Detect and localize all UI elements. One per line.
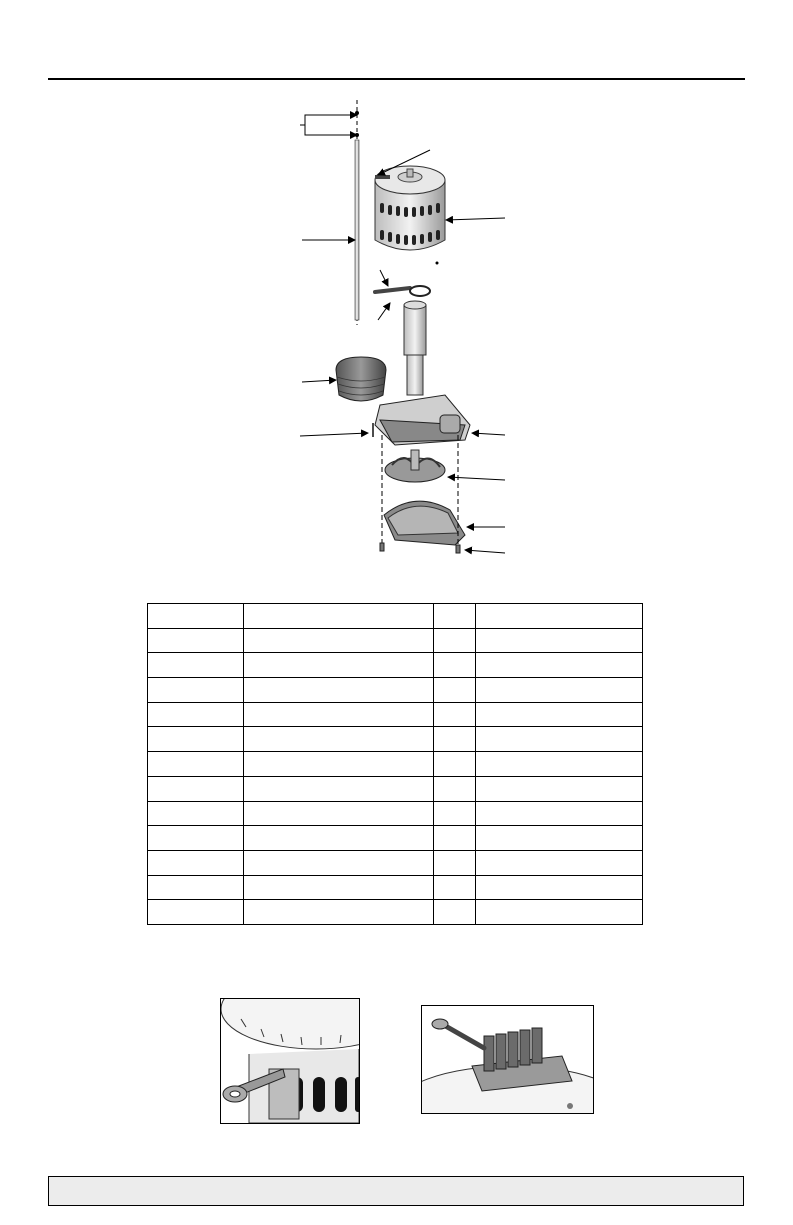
switch-detail-image: [220, 998, 360, 1124]
table-cell: [476, 752, 643, 777]
table-cell: [434, 604, 476, 629]
table-cell: [148, 678, 244, 703]
table-cell: [244, 628, 434, 653]
table-cell: [148, 850, 244, 875]
table-cell: [434, 727, 476, 752]
table-cell: [244, 801, 434, 826]
table-row: [148, 801, 643, 826]
table-row: [148, 653, 643, 678]
table-cell: [244, 826, 434, 851]
table-cell: [476, 900, 643, 925]
table-row: [148, 628, 643, 653]
table-row: [148, 702, 643, 727]
table-cell: [476, 628, 643, 653]
base-plate: [384, 501, 465, 545]
housing-callout: [472, 433, 505, 435]
float-clip: [300, 423, 373, 437]
table-cell: [476, 653, 643, 678]
table-row: [148, 678, 643, 703]
table-cell: [476, 801, 643, 826]
table-cell: [244, 900, 434, 925]
table-cell: [476, 678, 643, 703]
table-row: [148, 850, 643, 875]
exploded-parts-diagram: [280, 95, 520, 570]
table-cell: [476, 702, 643, 727]
stop-collars-callout: [300, 115, 357, 135]
shaft-sleeve: [404, 301, 426, 395]
table-row: [148, 826, 643, 851]
table-cell: [244, 875, 434, 900]
table-cell: [434, 678, 476, 703]
switch-assembly-image: [421, 1005, 594, 1114]
table-cell: [434, 628, 476, 653]
motor: [375, 166, 445, 250]
table-row: [148, 752, 643, 777]
table-cell: [148, 628, 244, 653]
parts-table: [147, 603, 643, 925]
table-cell: [434, 752, 476, 777]
table-cell: [244, 678, 434, 703]
screw-callout: [465, 550, 505, 553]
table-cell: [244, 752, 434, 777]
arm-callout-lower: [378, 303, 390, 320]
pump-housing: [375, 395, 470, 445]
table-row: [148, 900, 643, 925]
table-cell: [476, 727, 643, 752]
table-cell: [434, 653, 476, 678]
table-cell: [148, 604, 244, 629]
impeller-callout: [448, 477, 505, 480]
table-cell: [148, 801, 244, 826]
table-row: [148, 604, 643, 629]
table-cell: [244, 653, 434, 678]
table-cell: [476, 875, 643, 900]
header-rule: [48, 78, 745, 80]
table-cell: [244, 727, 434, 752]
table-cell: [148, 727, 244, 752]
table-cell: [148, 752, 244, 777]
table-cell: [476, 776, 643, 801]
float-rod: [355, 100, 359, 325]
table-cell: [148, 826, 244, 851]
table-cell: [148, 875, 244, 900]
table-cell: [148, 776, 244, 801]
impeller: [385, 450, 445, 482]
table-cell: [434, 776, 476, 801]
table-cell: [434, 850, 476, 875]
float-ball: [336, 357, 386, 401]
table-row: [148, 776, 643, 801]
table-cell: [476, 826, 643, 851]
arm-callout-upper: [380, 270, 388, 286]
table-row: [148, 875, 643, 900]
table-cell: [244, 850, 434, 875]
table-cell: [148, 900, 244, 925]
table-cell: [476, 604, 643, 629]
table-cell: [148, 653, 244, 678]
footer-bar: [48, 1176, 744, 1206]
table-cell: [244, 702, 434, 727]
float-callout: [302, 380, 336, 382]
table-row: [148, 727, 643, 752]
table-cell: [244, 604, 434, 629]
table-cell: [148, 702, 244, 727]
table-cell: [476, 850, 643, 875]
table-cell: [244, 776, 434, 801]
table-cell: [434, 900, 476, 925]
table-cell: [434, 801, 476, 826]
table-cell: [434, 875, 476, 900]
motor-callout: [446, 218, 505, 220]
table-cell: [434, 826, 476, 851]
table-cell: [434, 702, 476, 727]
